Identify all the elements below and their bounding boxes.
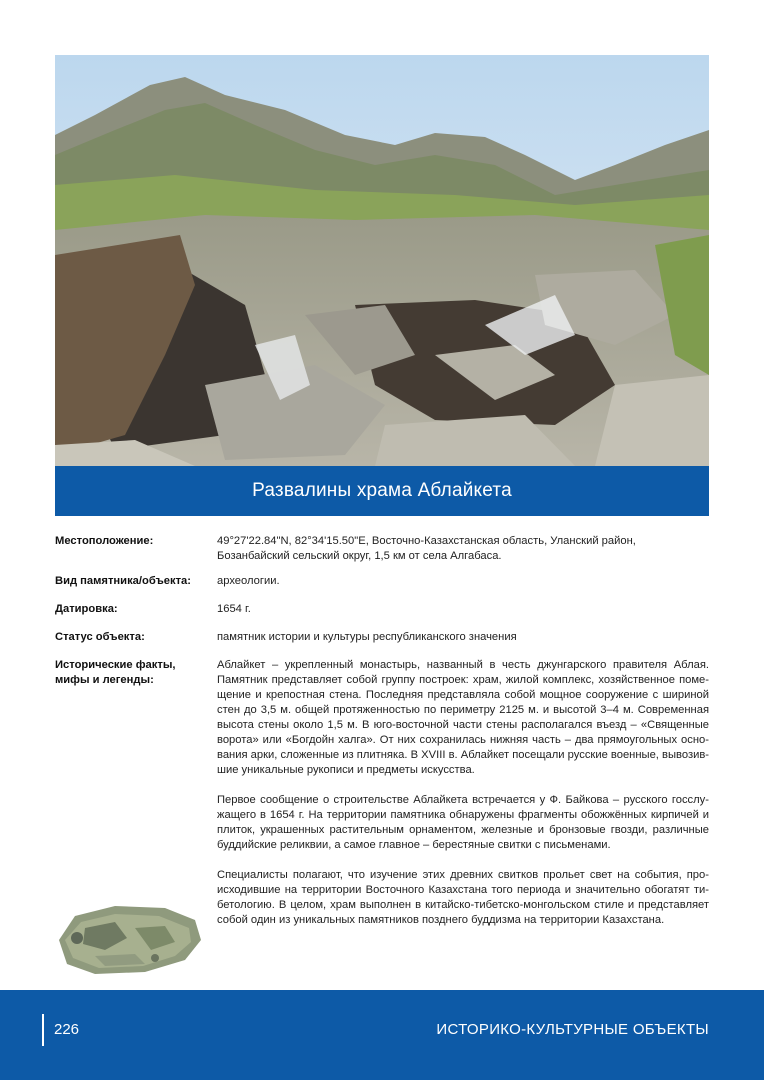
field-row-type bbox=[55, 574, 709, 589]
field-value bbox=[217, 534, 709, 564]
field-row-status bbox=[55, 630, 709, 645]
footer-divider bbox=[42, 1014, 44, 1046]
field-label: Датировка: bbox=[55, 603, 118, 615]
ruins-photo bbox=[55, 55, 709, 466]
field-row-dating bbox=[55, 602, 709, 617]
label-line: Исторические факты, bbox=[55, 659, 176, 671]
field-label: Вид памятника/объекта: bbox=[55, 575, 191, 587]
field-row-location bbox=[55, 534, 709, 564]
section-name: ИСТОРИКО-КУЛЬТУРНЫЕ ОБЪЕКТЫ bbox=[436, 1021, 709, 1038]
value-line: археологии. bbox=[217, 575, 280, 587]
field-label: Статус объекта: bbox=[55, 631, 145, 643]
label-line: мифы и легенды: bbox=[55, 674, 154, 686]
field-value bbox=[217, 574, 709, 589]
field-value bbox=[217, 602, 709, 617]
history-paragraph: Первое сообщение о строительстве Аблайкета встречается у Ф. Байкова – русского госслужащего в 1654 г. На территории памятника обнаружены фрагменты обожжённых кирпичей и плиток, украшенных растительным орнаментом, железные и бронзовые гвозди, различные буддийские реликвии, а самое главное – берестяные свитки с письменами. bbox=[217, 794, 709, 851]
value-line: памятник истории и культуры республиканского значения bbox=[217, 631, 517, 643]
stone-illustration bbox=[55, 898, 205, 978]
history-text bbox=[217, 658, 709, 943]
value-line: Бозанбайский сельский округ, 1,5 км от села Алгабаса. bbox=[217, 550, 502, 562]
page-number: 226 bbox=[54, 1021, 80, 1038]
field-label: Местоположение: bbox=[55, 535, 154, 547]
info-table bbox=[55, 534, 709, 953]
history-paragraph: Специалисты полагают, что изучение этих древних свитков прольет свет на события, происходившие на территории Восточного Казахстана того периода и значительно обогатят тибетологию. В целом, храм выполнен в китайско-тибетско-монгольском стиле и представляет собой один из уникальных памятников позднего буддизма на территории Казахстана. bbox=[217, 869, 709, 926]
footer bbox=[0, 990, 764, 1080]
value-line: 49°27'22.84"N, 82°34'15.50"E, Восточно-Казахстанская область, Уланский район, bbox=[217, 535, 636, 547]
field-value bbox=[217, 630, 709, 645]
title-bar bbox=[55, 466, 709, 516]
page-title: Развалины храма Аблайкета bbox=[252, 480, 512, 501]
history-paragraph: Аблайкет – укрепленный монастырь, названный в честь джунгарского правителя Аблая. Памятник представляет собой группу построек: храм, жилой комплекс, хозяйственное помещение и крепостная стена. Последняя представляла собой мощное сооружение с шириной стен до 3,5 м. общей протяженностью по периметру 2125 м. и высотой 3–4 м. Современная высота стены около 1,5 м. В юго-восточной части стены располагался въезд – «Священные ворота» или «Богдойн халга». От них сохранилась нижняя часть – два прямоугольных основания арки, сложенные из плитняка. В XVIII в. Аблайкет посещали русские военные, вывозившие уникальные рукописи и предметы искусства. bbox=[217, 659, 709, 776]
value-line: 1654 г. bbox=[217, 603, 251, 615]
